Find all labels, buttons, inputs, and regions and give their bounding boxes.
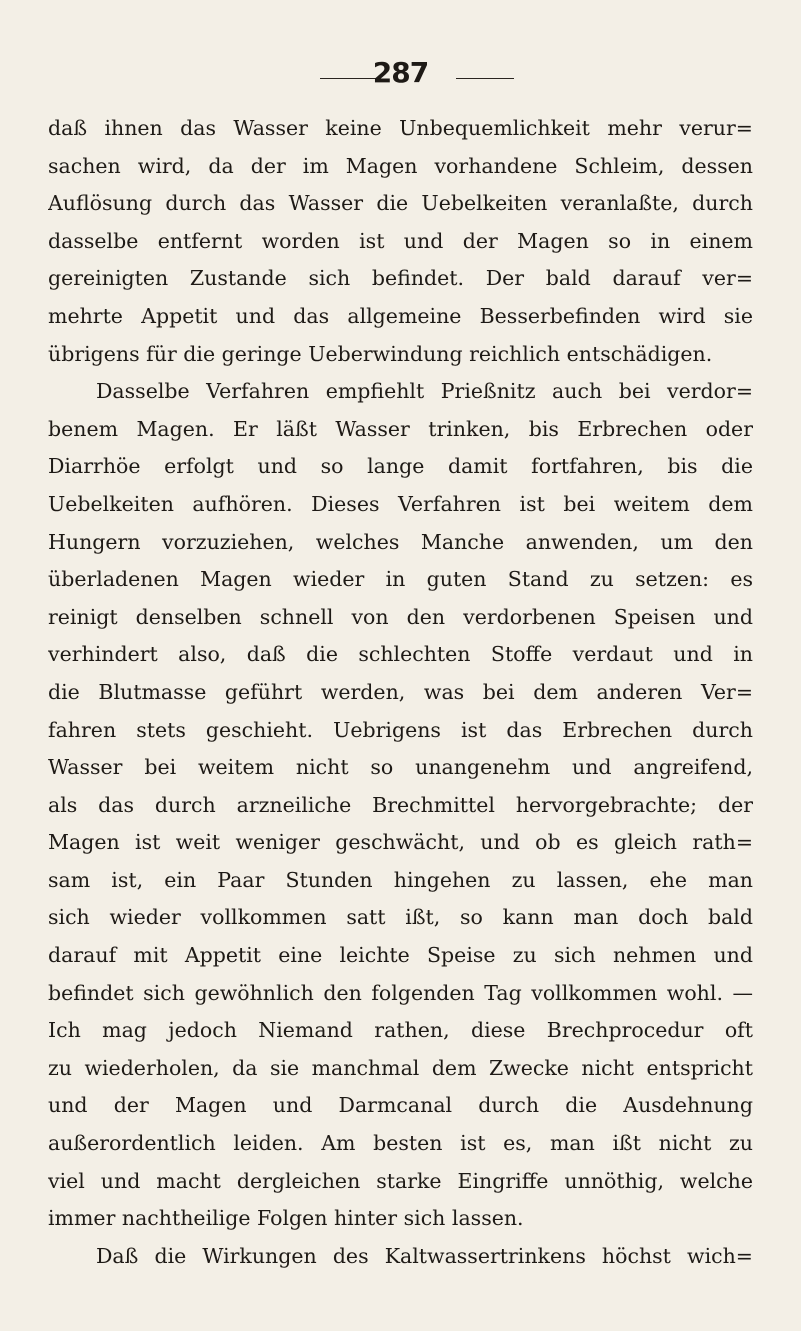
text-line: sich wieder vollkommen satt ißt, so kann man doch bald (48, 905, 753, 930)
text-line: darauf mit Appetit eine leichte Speise zu sich nehmen und (48, 943, 753, 968)
text-line: daß ihnen das Wasser keine Unbequemlichkeit mehr verur= (48, 116, 753, 140)
text-line: mehrte Appetit und das allgemeine Besserbefinden wird sie (48, 303, 753, 328)
text-line: Wasser bei weitem nicht so unangenehm und angreifend, (48, 755, 753, 780)
text-line: verhindert also, daß die schlechten Stoffe verdaut und in (48, 642, 753, 667)
text-line: und der Magen und Darmcanal durch die Ausdehnung (48, 1093, 753, 1118)
text-line: Auflösung durch das Wasser die Uebelkeiten veranlaßte, durch (48, 191, 753, 216)
text-line: Magen ist weit weniger geschwächt, und ob es gleich rath= (48, 830, 753, 855)
text-line: gereinigten Zustande sich befindet. Der bald darauf ver= (48, 266, 753, 291)
text-line: Diarrhöe erfolgt und so lange damit fortfahren, bis die (48, 454, 753, 479)
text-line: überladenen Magen wieder in guten Stand zu setzen: es (48, 567, 753, 592)
text-line: Uebelkeiten aufhören. Dieses Verfahren ist bei weitem dem (48, 491, 753, 516)
text-line: befindet sich gewöhnlich den folgenden Tag vollkommen wohl. — (48, 980, 753, 1005)
text-line: Ich mag jedoch Niemand rathen, diese Brechprocedur oft (48, 1018, 753, 1043)
text-line: Dasselbe Verfahren empfiehlt Prießnitz auch bei verdor= (96, 379, 753, 404)
page-number: 287 (372, 56, 429, 89)
text-line: benem Magen. Er läßt Wasser trinken, bis Erbrechen oder (48, 416, 753, 441)
text-line: sachen wird, da der im Magen vorhandene Schleim, dessen (48, 153, 753, 178)
page-header (48, 56, 753, 106)
text-line: dasselbe entfernt worden ist und der Magen so in einem (48, 228, 753, 253)
text-line: reinigt denselben schnell von den verdorbenen Speisen und (48, 604, 753, 629)
header-rule-right (456, 78, 514, 79)
text-line: Daß die Wirkungen des Kaltwassertrinkens höchst wich= (96, 1243, 753, 1268)
text-line: die Blutmasse geführt werden, was bei dem anderen Ver= (48, 679, 753, 704)
text-line: viel und macht dergleichen starke Eingriffe unnöthig, welche (48, 1168, 753, 1193)
text-line: übrigens für die geringe Ueberwindung reichlich entschädigen. (48, 341, 713, 366)
text-line: immer nachtheilige Folgen hinter sich lassen. (48, 1206, 524, 1231)
text-line: außerordentlich leiden. Am besten ist es, man ißt nicht zu (48, 1131, 753, 1156)
text-line: Hungern vorzuziehen, welches Manche anwenden, um den (48, 529, 753, 554)
text-line: sam ist, ein Paar Stunden hingehen zu lassen, ehe man (48, 867, 753, 892)
body-text (48, 110, 753, 1275)
text-line: zu wiederholen, da sie manchmal dem Zwecke nicht entspricht (48, 1055, 753, 1080)
text-line: als das durch arzneiliche Brechmittel hervorgebrachte; der (48, 792, 753, 817)
text-line: fahren stets geschieht. Uebrigens ist das Erbrechen durch (48, 717, 753, 742)
